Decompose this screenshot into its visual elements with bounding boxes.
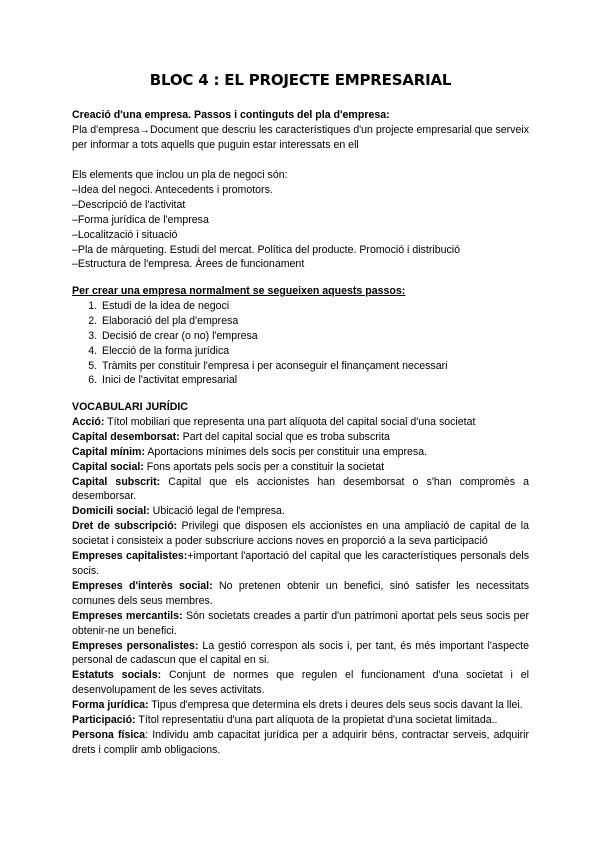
vocab-entry [72,445,529,460]
vocab-term: Forma jurídica: [72,699,149,712]
vocab-definition: Ubicació legal de l'empresa. [149,505,285,518]
step-item: 2. Elaboració del pla d'empresa [100,314,529,329]
vocab-term: Empreses capitalistes: [72,550,188,563]
vocab-entry [72,668,529,698]
step-item: 1. Estudi de la idea de negoci [100,299,529,314]
vocab-definition: +important l'aportació del capital que les característiques personals dels socis. [72,550,529,577]
vocab-term: Persona física [72,728,146,741]
plan-element-item: –Pla de màrqueting. Estudi del mercat. Política del producte. Promoció i distribució [72,243,461,256]
vocab-entry [72,549,529,579]
section-vocabulary [72,400,529,758]
vocab-entry [72,579,529,609]
vocab-term: Estatuts socials: [72,669,162,682]
vocab-term: Dret de subscripció: [72,520,178,533]
vocab-definition: No pretenen obtenir un benefici, sinó satisfer les necessitats comunes dels seus membres. [72,579,529,607]
vocab-definition: Tipus d'empresa que determina els drets i deures dels seus socis davant la llei. [148,699,523,712]
plan-element-item: –Idea del negoci. Antecedents i promotors. [72,183,273,196]
vocab-term: Participació: [72,714,136,727]
steps-heading: Per crear una empresa normalment se segueixen aquests passos: [72,285,406,297]
vocab-definition: : Individu amb capacitat jurídica per a adquirir béns, contractar serveis, adquirir drets i complir amb obligacions. [72,728,530,756]
page-title: BLOC 4 : EL PROJECTE EMPRESARIAL [149,71,452,89]
vocab-entry [72,713,529,728]
step-item: 4. Elecció de la forma jurídica [100,344,529,359]
vocab-entry [72,430,529,445]
vocab-definition: Són societats creades a partir d'un patrimoni aportat pels seus socis per obtenir-ne un benefici. [72,609,529,637]
vocab-entry [72,698,529,713]
vocab-definition: La gestió correspon als socis i, per tant, és més important l'aspecte personal de cadascun que el capital en si. [72,639,529,667]
vocab-definition: Capital que els accionistes han desemborsat o s'han compromès a desemborsar. [72,475,529,503]
vocab-entry [72,639,529,669]
plan-element-item: –Forma jurídica de l'empresa [72,213,209,226]
vocab-definition: Aportacions mínimes dels socis per constituir una empresa. [145,445,428,458]
vocab-entry [72,460,529,475]
vocab-definition: Fons aportats pels socis per a constituir la societat [143,460,385,473]
vocab-definition: Conjunt de normes que regulen el funcionament d'una societat i el desenvolupament de les seves activitats. [72,669,529,697]
vocab-term: Acció: [72,415,105,428]
plan-elements-intro: Els elements que inclou un pla de negoci són: [72,169,288,181]
section-plan-elements [72,168,529,272]
plan-element-item: –Estructura de l'empresa. Àrees de funcionament [72,258,305,271]
plan-element-item: –Localització i situació [72,228,178,241]
vocab-term: Capital mínim: [72,445,145,458]
vocab-term: Empreses d'interès social: [72,579,213,592]
steps-list [72,299,529,388]
vocab-entry [72,519,529,549]
vocab-term: Empreses personalistes: [72,639,199,652]
vocab-entry [72,728,529,758]
section-creation [72,108,529,153]
section-heading-creation: Creació d'una empresa. Passos i continguts del pla d'empresa: [72,109,390,121]
vocab-entry [72,475,529,505]
vocab-definition: Part del capital social que es troba subscrita [179,430,390,443]
vocab-definition: Títol representatiu d'una part alíquota de la propietat d'una societat limitada.. [135,714,498,727]
vocab-definition: Títol mobiliari que representa una part alíquota del capital social d'una societat [104,415,476,428]
plan-element-item: –Descripció de l'activitat [72,198,186,211]
business-plan-definition: Pla d'empresa→Document que descriu les característiques d'un projecte empresarial que serveix per informar a tots aquells que puguin estar interessats en ell [72,123,529,151]
vocab-entry [72,415,529,430]
vocab-entry [72,504,529,519]
vocab-term: Capital social: [72,460,144,473]
vocab-term: Capital desemborsat: [72,430,180,443]
section-steps [72,284,529,388]
vocabulary-heading: VOCABULARI JURÍDIC [72,401,188,413]
vocab-term: Empreses mercantils: [72,609,183,622]
vocab-definition: Privilegi que disposen els accionistes en una ampliació de capital de la societat i consisteix a poder subscriure accions noves en proporció a la seva participació [72,520,529,548]
vocab-entry [72,609,529,639]
step-item: 6. Inici de l'activitat empresarial [100,373,529,388]
step-item: 5. Tràmits per constituir l'empresa i per aconseguir el finançament necessari [100,359,529,374]
step-item: 3. Decisió de crear (o no) l'empresa [100,329,529,344]
vocab-term: Domicili social: [72,505,150,518]
vocab-term: Capital subscrit: [72,475,161,488]
